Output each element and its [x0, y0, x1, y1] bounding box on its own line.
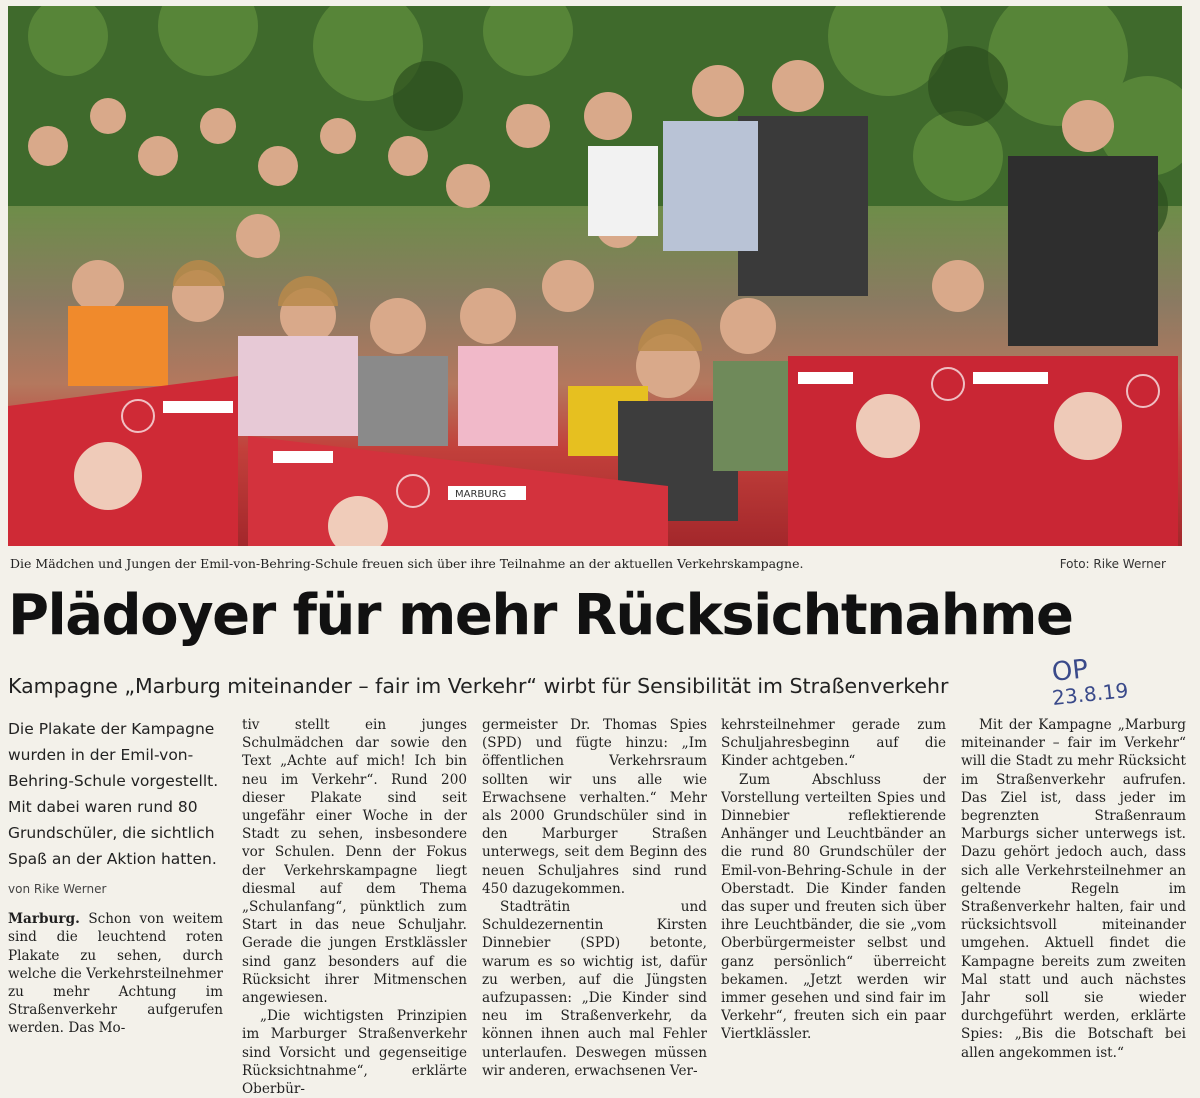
body-paragraph: kehrsteilnehmer gerade zum Schuljahresbeginn auf die Kinder achtgeben.“ — [721, 717, 946, 770]
handnote-source: OP — [1050, 654, 1090, 688]
subheadline: Kampagne „Marburg miteinander – fair im Verkehr“ wirbt für Sensibilität im Straßenverkehr — [8, 674, 949, 698]
body-paragraph: Zum Abschluss der Vorstellung verteilten Spies und Dinnebier reflektierende Anhänger und Leuchtbänder an die rund 80 Grundschüler der Emil-von-Behring-Schule in der Oberstadt. Die Kinder fanden das super und freuten sich über ihre Leuchtbänder, die sie „vom Oberbürgermeister selbst und ganz persönlich“ überreicht bekamen. „Jetzt werden wir immer gesehen und sind fair im Verkehr“, freuten sich ein paar Viertklässler. — [721, 771, 946, 1043]
byline: von Rike Werner — [8, 882, 107, 896]
teaser-text: Die Plakate der Kampagne wurden in der Emil-von-Behring-Schule vorgestellt. Mit dabei waren rund 80 Grundschüler, die sichtlich Spaß an der Aktion hatten. — [8, 720, 219, 868]
handnote-date: 23.8.19 — [1050, 678, 1130, 710]
group-photo — [8, 6, 1182, 546]
photo-caption: Die Mädchen und Jungen der Emil-von-Behring-Schule freuen sich über ihre Teilnahme an der aktuellen Verkehrskampagne. — [10, 556, 804, 571]
photo-illustration — [8, 6, 1182, 546]
dateline: Marburg. — [8, 911, 80, 928]
body-paragraph — [8, 910, 223, 1037]
caption-row — [10, 554, 1182, 574]
article-column-2 — [242, 716, 467, 1098]
body-paragraph: „Die wichtigsten Prinzipien im Marburger Straßenverkehr sind Vorsicht und gegenseitige Rücksichtnahme“, erklärte Oberbür- — [242, 1008, 467, 1098]
article-column-1 — [8, 716, 223, 1038]
article-column-3 — [482, 716, 707, 1080]
article-column-5 — [961, 716, 1186, 1062]
body-paragraph: Mit der Kampagne „Marburg miteinander – fair im Verkehr“ will die Stadt zu mehr Rücksicht im Straßenverkehr aufrufen. Das Ziel ist, dass jeder im begrenzten Straßenraum Marburgs sicher unterwegs ist. Dazu gehört jedoch auch, dass sich alle Verkehrsteilnehmer an geltende Regeln im Straßenverkehr halten, fair und rücksichtsvoll miteinander umgehen. Aktuell findet die Kampagne bereits zum zweiten Mal statt und auch nächstes Jahr soll sie wieder durchgeführt werden, erklärte Spies: „Bis die Botschaft bei allen angekommen ist.“ — [961, 717, 1186, 1061]
body-paragraph: germeister Dr. Thomas Spies (SPD) und fügte hinzu: „Im öffentlichen Verkehrsraum sollten wir uns alle wie Erwachsene verhalten.“ Mehr als 2000 Grundschüler sind in den Marburger Straßen unterwegs, seit dem Beginn des neuen Schuljahres sind rund 450 dazugekommen. — [482, 717, 707, 897]
article-column-4 — [721, 716, 946, 1044]
poster-sign-text: MARBURG — [455, 489, 507, 500]
body-text: Schon von weitem sind die leuchtend roten Plakate zu sehen, durch welche die Verkehrsteilnehmer zu mehr Achtung im Straßenverkehr aufgerufen werden. Das Mo- — [8, 911, 223, 1037]
body-paragraph: tiv stellt ein junges Schulmädchen dar sowie den Text „Achte auf mich! Ich bin neu im Verkehr“. Rund 200 dieser Plakate sind seit ungefähr einer Woche in der Stadt zu sehen, insbesondere vor Schulen. Denn der Fokus der Verkehrskampagne liegt diesmal auf dem Thema „Schulanfang“, pünktlich zum Start in das neue Schuljahr. Gerade die jungen Erstklässler sind ganz besonders auf die Rücksicht ihrer Mitmenschen angewiesen. — [242, 717, 467, 1007]
body-paragraph: Stadträtin und Schuldezernentin Kirsten Dinnebier (SPD) betonte, warum es so wichtig ist, dafür zu werben, auf die Jüngsten aufzupassen: „Die Kinder sind neu im Straßenverkehr, da können ihnen auch mal Fehler unterlaufen. Deswegen müssen wir anderen, erwachsenen Ver- — [482, 899, 707, 1079]
headline: Plädoyer für mehr Rücksichtnahme — [8, 583, 1073, 648]
handwritten-note — [1050, 654, 1172, 710]
photo-credit: Foto: Rike Werner — [1059, 557, 1166, 571]
